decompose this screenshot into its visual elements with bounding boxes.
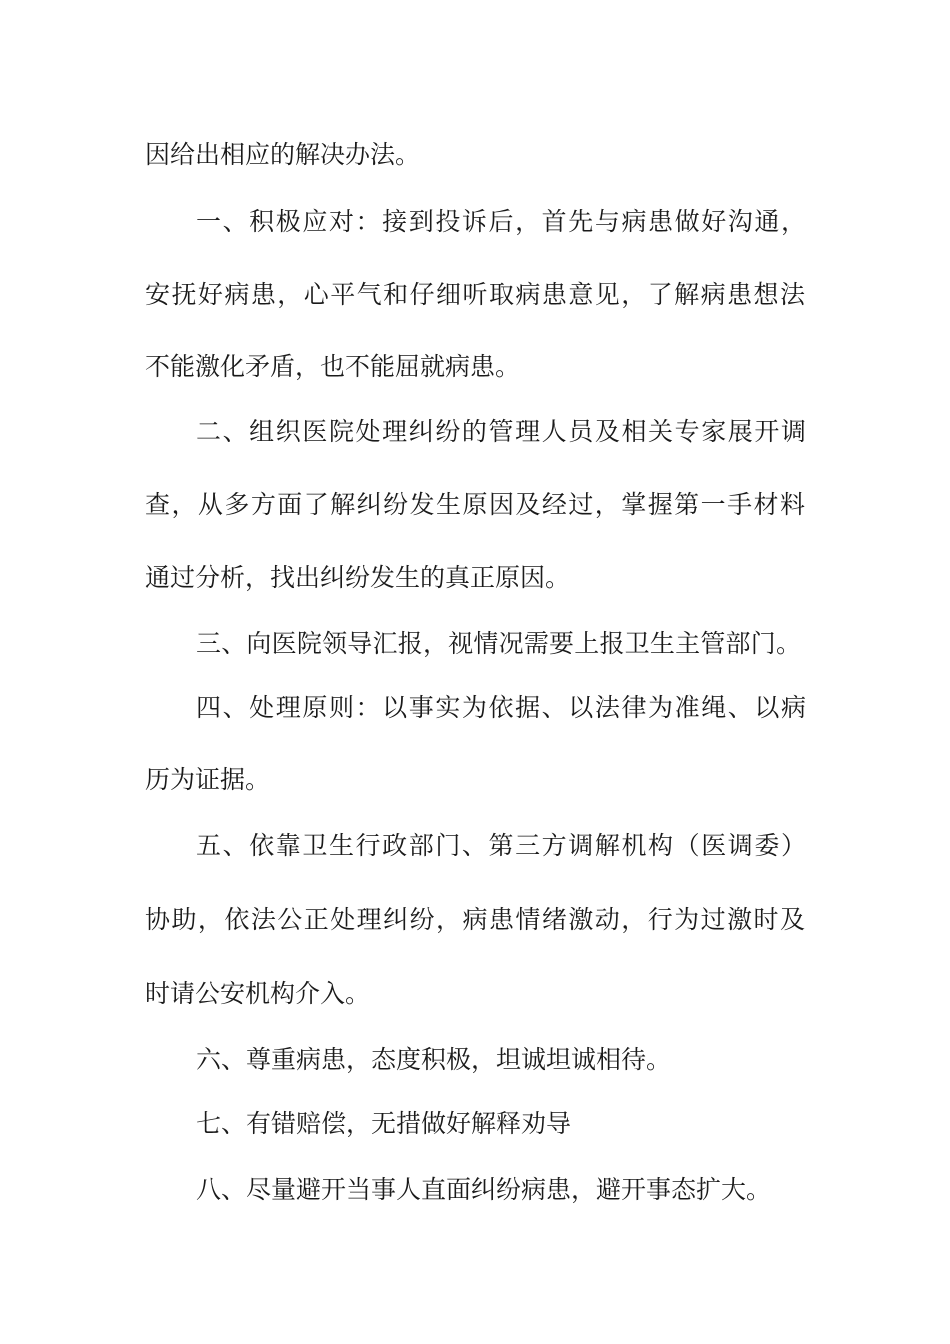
text-line-5: 二、组织医院处理纠纷的管理人员及相关专家展开调 (196, 417, 806, 446)
text-line-9: 四、处理原则：以事实为依据、以法律为准绳、以病 (196, 693, 806, 722)
text-line-10: 历为证据。 (145, 765, 271, 794)
text-line-12: 协助，依法公正处理纠纷，病患情绪激动，行为过激时及 (145, 905, 805, 934)
text-line-1: 因给出相应的解决办法。 (145, 140, 421, 169)
text-line-15: 七、有错赔偿，无措做好解释劝导 (196, 1109, 572, 1138)
text-line-13: 时请公安机构介入。 (145, 979, 371, 1008)
text-line-4: 不能激化矛盾，也不能屈就病患。 (145, 352, 521, 381)
text-line-14: 六、尊重病患，态度积极，坦诚坦诚相待。 (196, 1045, 672, 1074)
text-line-7: 通过分析，找出纠纷发生的真正原因。 (145, 563, 571, 592)
text-line-3: 安抚好病患，心平气和仔细听取病患意见，了解病患想法 (145, 280, 805, 309)
text-line-8: 三、向医院领导汇报，视情况需要上报卫生主管部门。 (196, 629, 801, 658)
text-line-2: 一、积极应对：接到投诉后，首先与病患做好沟通， (196, 207, 806, 236)
text-line-11: 五、依靠卫生行政部门、第三方调解机构（医调委） (196, 831, 806, 860)
text-line-6: 查，从多方面了解纠纷发生原因及经过，掌握第一手材料 (145, 490, 805, 519)
text-line-16: 八、尽量避开当事人直面纠纷病患，避开事态扩大。 (196, 1175, 772, 1204)
